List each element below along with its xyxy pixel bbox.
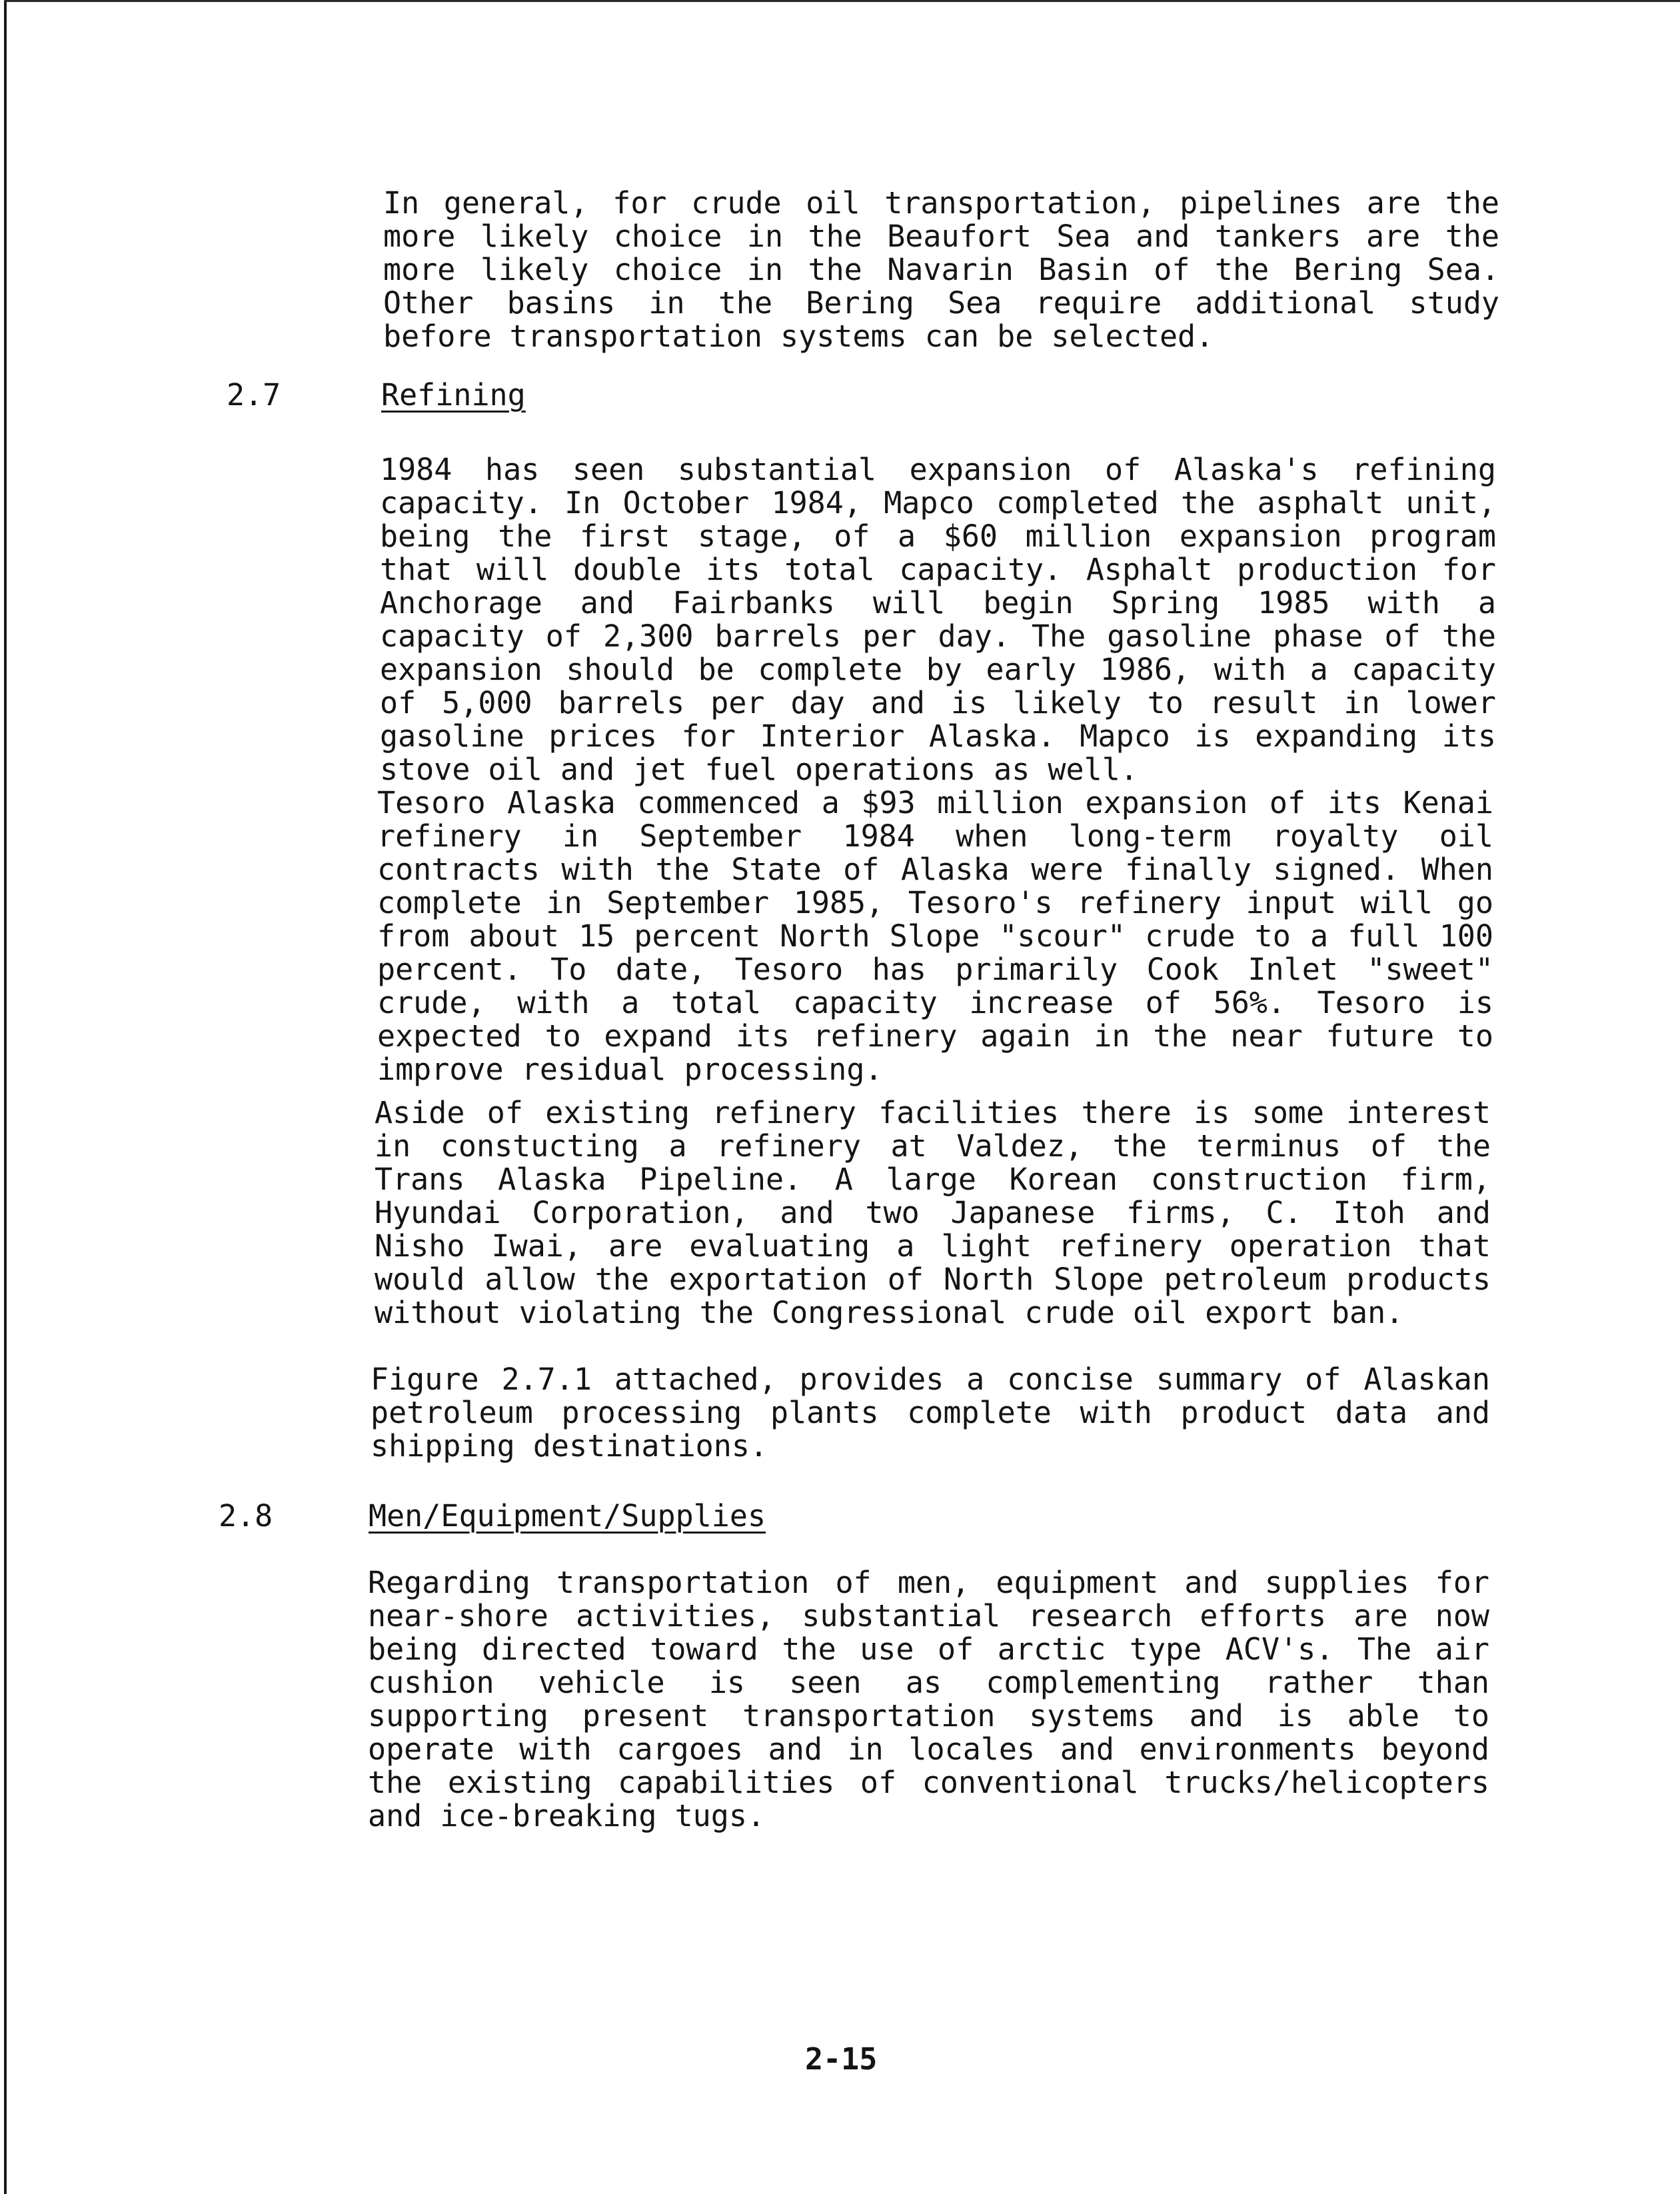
section-title-refining: Refining bbox=[381, 377, 526, 413]
paragraph-refining-tesoro: Tesoro Alaska commenced a $93 million expansion of its Kenai refinery in September 1984 when long-term royalty oil contracts with the State of Alaska were finally signed. When complete in September 1985, Tesoro's refinery input will go from about 15 percent North Slope "scour" crude to a full 100 percent. To date, Tesoro has primarily Cook Inlet "sweet" crude, with a total capacity increase of 56%. Tesoro is expected to expand its refinery again in the near future to improve residual processing. bbox=[377, 785, 1493, 1087]
paragraph-men-equipment-supplies: Regarding transportation of men, equipment and supplies for near-shore activities, substantial research efforts are now being directed toward the use of arctic type ACV's. The air cushion vehicle is seen as complementing rather than supporting present transportation systems and is able to operate with cargoes and in locales and environments beyond the existing capabilities of conventional trucks/helicopters and ice-breaking tugs. bbox=[368, 1565, 1489, 1833]
page-top-edge bbox=[4, 0, 1680, 2]
section-title-men-equipment-supplies: Men/Equipment/Supplies bbox=[369, 1498, 766, 1534]
page-left-edge bbox=[4, 0, 7, 2194]
page-number: 2-15 bbox=[805, 2041, 878, 2077]
section-number-2-8: 2.8 bbox=[219, 1498, 273, 1534]
paragraph-refining-valdez: Aside of existing refinery facilities there is some interest in constucting a refinery at Valdez, the terminus of the Trans Alaska Pipeline. A large Korean construction firm, Hyundai Corporation, and two Japanese firms, C. Itoh and Nisho Iwai, are evaluating a light refinery operation that would allow the exportation of North Slope petroleum products without violating the Congressional crude oil export ban. bbox=[375, 1095, 1491, 1330]
section-number-2-7: 2.7 bbox=[227, 377, 281, 413]
paragraph-refining-figure-ref: Figure 2.7.1 attached, provides a concise summary of Alaskan petroleum processing plants complete with product data and shipping destinations. bbox=[371, 1362, 1490, 1464]
paragraph-refining-mapco: 1984 has seen substantial expansion of Alaska's refining capacity. In October 1984, Mapco completed the asphalt unit, being the first stage, of a $60 million expansion program that will double its total capacity. Asphalt production for Anchorage and Fairbanks will begin Spring 1985 with a capacity of 2,300 barrels per day. The gasoline phase of the expansion should be complete by early 1986, with a capacity of 5,000 barrels per day and is likely to result in lower gasoline prices for Interior Alaska. Mapco is expanding its stove oil and jet fuel operations as well. bbox=[380, 452, 1496, 787]
paragraph-transport-summary: In general, for crude oil transportation, pipelines are the more likely choice in the Beaufort Sea and tankers are the more likely choice in the Navarin Basin of the Bering Sea. Other basins in the Bering Sea require additional study before transportation systems can be selected. bbox=[383, 185, 1499, 354]
